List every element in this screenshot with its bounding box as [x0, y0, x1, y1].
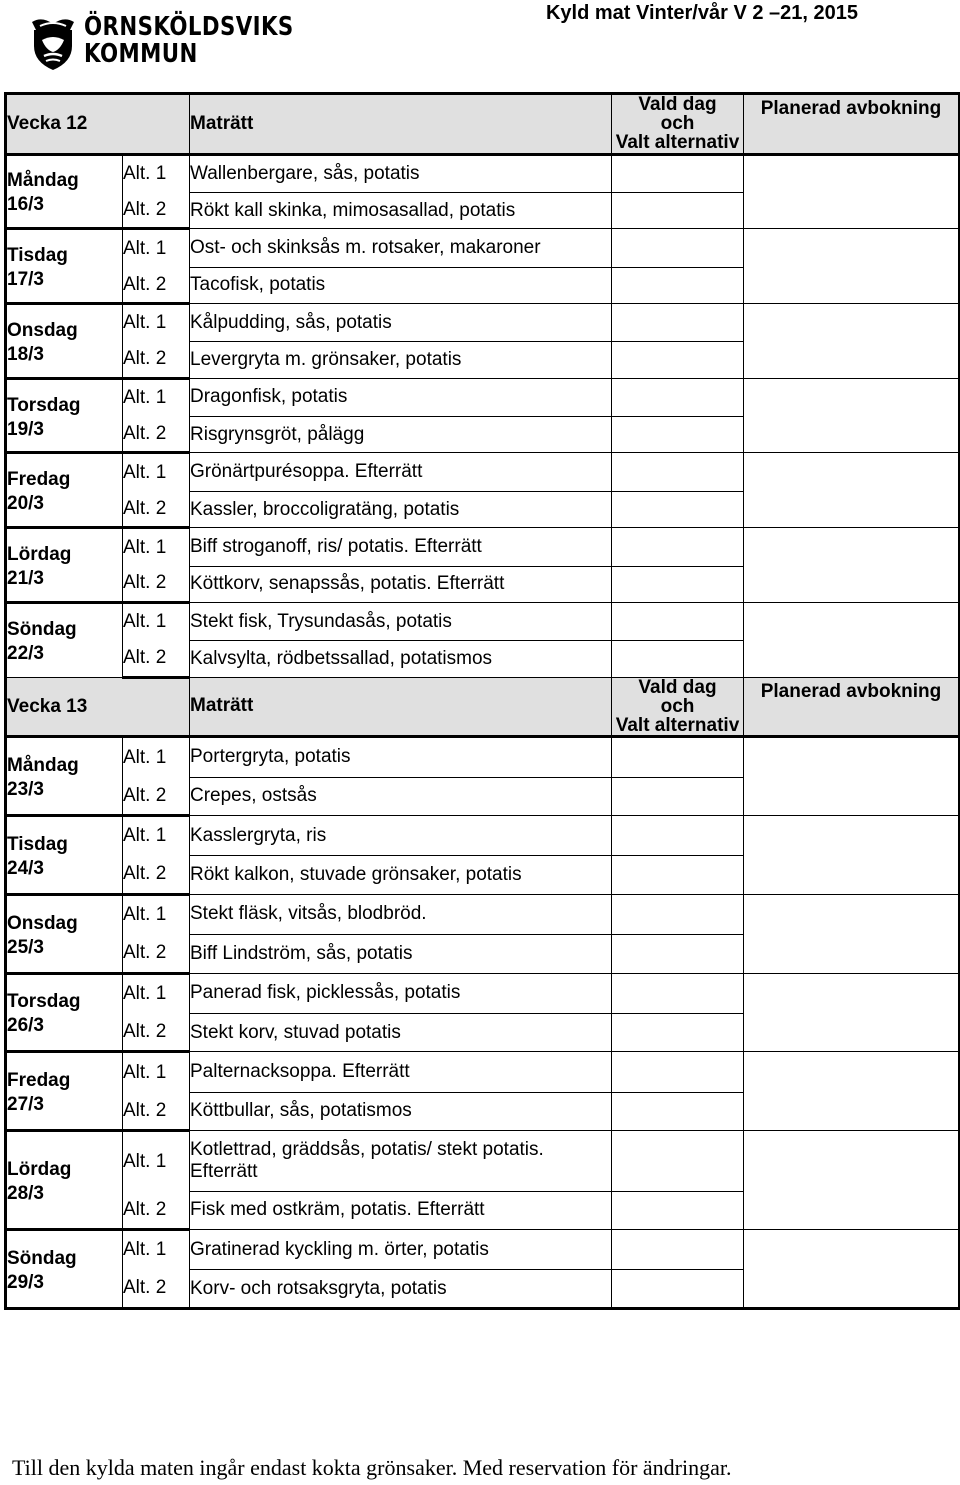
day-date: 17/3: [7, 269, 44, 291]
selected-day-cell[interactable]: [612, 641, 744, 677]
week-label: Vecka 13: [6, 677, 190, 737]
table-row: [6, 453, 960, 491]
alternative-1-label: Alt. 1: [123, 453, 190, 491]
table-row: [6, 737, 960, 777]
day-cell: [6, 1230, 123, 1309]
alternative-2-label: Alt. 2: [123, 1191, 190, 1229]
selected-day-cell[interactable]: [612, 894, 744, 934]
selected-day-cell[interactable]: [612, 1013, 744, 1051]
planned-cancellation-column-header: Planerad avbokning: [744, 94, 960, 155]
dish-text: Biff stroganoff, ris/ potatis. Efterrätt: [190, 535, 482, 557]
day-cell: [6, 1131, 123, 1230]
day-cell: [6, 528, 123, 603]
dish-alternative-2: Kalvsylta, rödbetssallad, potatismos: [190, 641, 612, 677]
table-row: [6, 1131, 960, 1192]
day-date: 27/3: [7, 1094, 44, 1116]
dish-alternative-2: Crepes, ostsås: [190, 777, 612, 815]
dish-alternative-1: [190, 378, 612, 416]
dish-column-header: Maträtt: [190, 677, 612, 737]
table-row: [6, 229, 960, 267]
alternative-2-label: Alt. 2: [123, 777, 190, 815]
dish-alternative-2: Fisk med ostkräm, potatis. Efterrätt: [190, 1191, 612, 1229]
day-date: 24/3: [7, 857, 44, 879]
alternative-2-label: Alt. 2: [123, 491, 190, 527]
dish-text: Gratinerad kyckling m. örter, potatis: [190, 1238, 489, 1260]
day-cell: [6, 815, 123, 894]
selected-day-cell[interactable]: [612, 602, 744, 640]
day-name: Fredag: [7, 1070, 71, 1092]
day-cell: [6, 378, 123, 453]
alternative-2-label: Alt. 2: [123, 192, 190, 228]
day-date: 29/3: [7, 1272, 44, 1293]
alternative-1-label: Alt. 1: [123, 737, 190, 777]
selected-day-cell[interactable]: [612, 1191, 744, 1229]
day-cell: [6, 154, 123, 229]
day-cell: [6, 602, 123, 677]
selected-day-cell[interactable]: [612, 935, 744, 973]
day-date: 22/3: [7, 643, 44, 665]
alternative-1-label: Alt. 1: [123, 815, 190, 855]
week-label: Vecka 12: [6, 94, 190, 155]
dish-alternative-1: [190, 1131, 612, 1192]
selected-day-column-header: [612, 677, 744, 737]
dish-text: Panerad fisk, picklessås, potatis: [190, 982, 461, 1004]
planned-cancellation-cell[interactable]: [744, 973, 960, 1052]
dish-alternative-2: Tacofisk, potatis: [190, 267, 612, 303]
day-label: [7, 986, 122, 1038]
table-row: [6, 894, 960, 934]
day-cell: [6, 894, 123, 973]
planned-cancellation-cell[interactable]: [744, 737, 960, 816]
day-date: 19/3: [7, 418, 44, 440]
dish-alternative-1: [190, 894, 612, 934]
dish-alternative-2: Levergryta m. grönsaker, potatis: [190, 342, 612, 378]
planned-cancellation-cell[interactable]: [744, 602, 960, 677]
day-name: Onsdag: [7, 912, 78, 934]
dish-alternative-1: [190, 154, 612, 192]
dish-text: Kotlettrad, gräddsås, potatis/ stekt potatis.: [190, 1138, 544, 1160]
dish-alternative-1: [190, 1230, 612, 1270]
day-date: 18/3: [7, 343, 44, 365]
day-label: [7, 315, 122, 367]
week-header-row: [6, 677, 960, 737]
planned-cancellation-cell[interactable]: [744, 815, 960, 894]
selected-day-cell[interactable]: [612, 154, 744, 192]
selected-header-line: Valt alternativ: [615, 714, 740, 736]
dish-alternative-2: Kassler, broccoligratäng, potatis: [190, 491, 612, 527]
dish-alternative-1: [190, 602, 612, 640]
day-name: Lördag: [7, 1159, 72, 1181]
selected-day-cell[interactable]: [612, 378, 744, 416]
planned-cancellation-cell[interactable]: [744, 528, 960, 603]
page-header: [0, 0, 960, 92]
selected-day-cell[interactable]: [612, 973, 744, 1013]
planned-cancellation-column-header: Planerad avbokning: [744, 677, 960, 737]
planned-cancellation-cell[interactable]: [744, 894, 960, 973]
day-label: [7, 240, 122, 292]
table-row: [6, 815, 960, 855]
alternative-1-label: Alt. 1: [123, 154, 190, 192]
table-row: [6, 528, 960, 566]
planned-cancellation-cell[interactable]: [744, 304, 960, 379]
dish-alternative-1: [190, 528, 612, 566]
dish-text: Portergryta, potatis: [190, 746, 351, 768]
day-label: [7, 908, 122, 960]
day-label: [7, 464, 122, 516]
selected-day-cell[interactable]: [612, 1092, 744, 1130]
selected-header-line: och: [660, 695, 695, 717]
dish-alternative-1: [190, 1052, 612, 1092]
alternative-2-label: Alt. 2: [123, 641, 190, 677]
table-row: [6, 973, 960, 1013]
alternative-1-label: Alt. 1: [123, 1052, 190, 1092]
selected-day-cell[interactable]: [612, 737, 744, 777]
day-cell: [6, 737, 123, 816]
document-title: Kyld mat Vinter/vår V 2 –21, 2015: [545, 2, 858, 24]
day-cell: [6, 229, 123, 304]
selected-day-cell[interactable]: [612, 304, 744, 342]
day-date: 16/3: [7, 194, 44, 216]
logo-line-2: KOMMUN: [84, 39, 198, 69]
day-cell: [6, 453, 123, 528]
selected-day-cell[interactable]: [612, 1270, 744, 1309]
selected-day-cell[interactable]: [612, 856, 744, 894]
alternative-2-label: Alt. 2: [123, 417, 190, 453]
table-row: [6, 1052, 960, 1092]
selected-day-cell[interactable]: [612, 417, 744, 453]
planned-cancellation-cell[interactable]: [744, 1052, 960, 1131]
day-name: Tisdag: [7, 245, 68, 267]
day-name: Onsdag: [7, 319, 78, 341]
coat-of-arms-icon: [30, 16, 76, 72]
alternative-1-label: Alt. 1: [123, 973, 190, 1013]
alternative-1-label: Alt. 1: [123, 378, 190, 416]
day-name: Torsdag: [7, 991, 81, 1013]
day-label: [7, 750, 122, 802]
dish-alternative-2: Korv- och rotsaksgryta, potatis: [190, 1270, 612, 1309]
day-name: Måndag: [7, 170, 79, 192]
dish-alternative-2: Stekt korv, stuvad potatis: [190, 1013, 612, 1051]
day-label: [7, 1065, 122, 1117]
day-label: [7, 539, 122, 591]
dish-alternative-2: Biff Lindström, sås, potatis: [190, 935, 612, 973]
planned-cancellation-cell[interactable]: [744, 154, 960, 229]
dish-alternative-1: [190, 304, 612, 342]
dish-alternative-2: Rökt kalkon, stuvade grönsaker, potatis: [190, 856, 612, 894]
dish-column-header: Maträtt: [190, 94, 612, 155]
menu-table: [4, 92, 960, 1310]
day-name: Tisdag: [7, 833, 68, 855]
dish-text: Kasslergryta, ris: [190, 824, 327, 846]
dish-alternative-2: Köttkorv, senapssås, potatis. Efterrätt: [190, 566, 612, 602]
selected-header-line: Vald dag: [638, 676, 717, 698]
dish-text: Stekt fisk, Trysundasås, potatis: [190, 610, 452, 632]
alternative-1-label: Alt. 1: [123, 1131, 190, 1192]
dish-alternative-1: [190, 973, 612, 1013]
planned-cancellation-cell[interactable]: [744, 378, 960, 453]
dish-alternative-1: [190, 229, 612, 267]
day-cell: [6, 973, 123, 1052]
planned-cancellation-cell[interactable]: [744, 1131, 960, 1230]
table-row: [6, 1230, 960, 1270]
selected-day-cell[interactable]: [612, 229, 744, 267]
selected-day-cell[interactable]: [612, 1230, 744, 1270]
alternative-1-label: Alt. 1: [123, 602, 190, 640]
day-label: [7, 390, 122, 442]
selected-day-cell[interactable]: [612, 453, 744, 491]
selected-day-cell[interactable]: [612, 1052, 744, 1092]
alternative-1-label: Alt. 1: [123, 528, 190, 566]
dish-alternative-1: [190, 737, 612, 777]
day-name: Söndag: [7, 1248, 77, 1269]
footer-note: Till den kylda maten ingår endast kokta grönsaker. Med reservation för ändringar.: [12, 1455, 732, 1480]
day-label: [7, 1154, 122, 1206]
dish-text: Dragonfisk, potatis: [190, 386, 348, 408]
dish-text: Wallenbergare, sås, potatis: [190, 162, 420, 184]
alternative-1-label: Alt. 1: [123, 304, 190, 342]
day-name: Söndag: [7, 619, 77, 641]
selected-day-cell[interactable]: [612, 267, 744, 303]
dish-alternative-2: Risgrynsgröt, pålägg: [190, 417, 612, 453]
selected-day-cell[interactable]: [612, 491, 744, 527]
dish-text: Stekt fläsk, vitsås, blodbröd.: [190, 903, 427, 925]
dish-text: Kålpudding, sås, potatis: [190, 311, 392, 333]
logo-text: [84, 14, 294, 68]
alternative-2-label: Alt. 2: [123, 1270, 190, 1309]
day-date: 21/3: [7, 568, 44, 590]
day-date: 20/3: [7, 493, 44, 515]
municipality-logo: [30, 12, 294, 74]
dish-alternative-2: Köttbullar, sås, potatismos: [190, 1092, 612, 1130]
day-label: [7, 165, 122, 217]
selected-header-line: och: [660, 113, 695, 135]
alternative-2-label: Alt. 2: [123, 267, 190, 303]
dish-text-continued: Efterrätt: [190, 1160, 258, 1182]
day-date: 28/3: [7, 1183, 44, 1205]
day-cell: [6, 1052, 123, 1131]
alternative-1-label: Alt. 1: [123, 894, 190, 934]
day-name: Lördag: [7, 544, 72, 566]
planned-cancellation-cell[interactable]: [744, 453, 960, 528]
day-date: 25/3: [7, 936, 44, 958]
selected-day-cell[interactable]: [612, 777, 744, 815]
dish-alternative-2: Rökt kall skinka, mimosasallad, potatis: [190, 192, 612, 228]
alternative-2-label: Alt. 2: [123, 566, 190, 602]
dish-alternative-1: [190, 453, 612, 491]
alternative-2-label: Alt. 2: [123, 935, 190, 973]
day-name: Torsdag: [7, 394, 81, 416]
table-row: [6, 154, 960, 192]
alternative-2-label: Alt. 2: [123, 1092, 190, 1130]
day-cell: [6, 304, 123, 379]
table-row: [6, 304, 960, 342]
selected-day-cell[interactable]: [612, 815, 744, 855]
alternative-2-label: Alt. 2: [123, 856, 190, 894]
selected-day-column-header: [612, 94, 744, 155]
day-label: [7, 614, 122, 666]
alternative-2-label: Alt. 2: [123, 342, 190, 378]
alternative-2-label: Alt. 2: [123, 1013, 190, 1051]
day-name: Måndag: [7, 755, 79, 777]
selected-day-cell[interactable]: [612, 528, 744, 566]
table-row: [6, 378, 960, 416]
day-date: 23/3: [7, 779, 44, 801]
dish-text: Ost- och skinksås m. rotsaker, makaroner: [190, 237, 541, 258]
day-name: Fredag: [7, 469, 71, 491]
alternative-1-label: Alt. 1: [123, 229, 190, 267]
selected-day-cell[interactable]: [612, 192, 744, 228]
alternative-1-label: Alt. 1: [123, 1230, 190, 1270]
planned-cancellation-cell[interactable]: [744, 229, 960, 304]
selected-header-line: Vald dag: [638, 94, 717, 116]
selected-day-cell[interactable]: [612, 342, 744, 378]
selected-day-cell[interactable]: [612, 1131, 744, 1192]
dish-alternative-1: [190, 815, 612, 855]
planned-cancellation-cell[interactable]: [744, 1230, 960, 1309]
selected-header-line: Valt alternativ: [615, 132, 740, 154]
day-label: [7, 829, 122, 881]
dish-text: Palternacksoppa. Efterrätt: [190, 1060, 410, 1082]
day-label: [7, 1243, 122, 1295]
table-row: [6, 602, 960, 640]
logo-line-1: ÖRNSKÖLDSVIKS: [84, 12, 294, 42]
selected-day-cell[interactable]: [612, 566, 744, 602]
dish-text: Grönärtpurésoppa. Efterrätt: [190, 461, 423, 483]
day-date: 26/3: [7, 1015, 44, 1037]
week-header-row: [6, 94, 960, 155]
